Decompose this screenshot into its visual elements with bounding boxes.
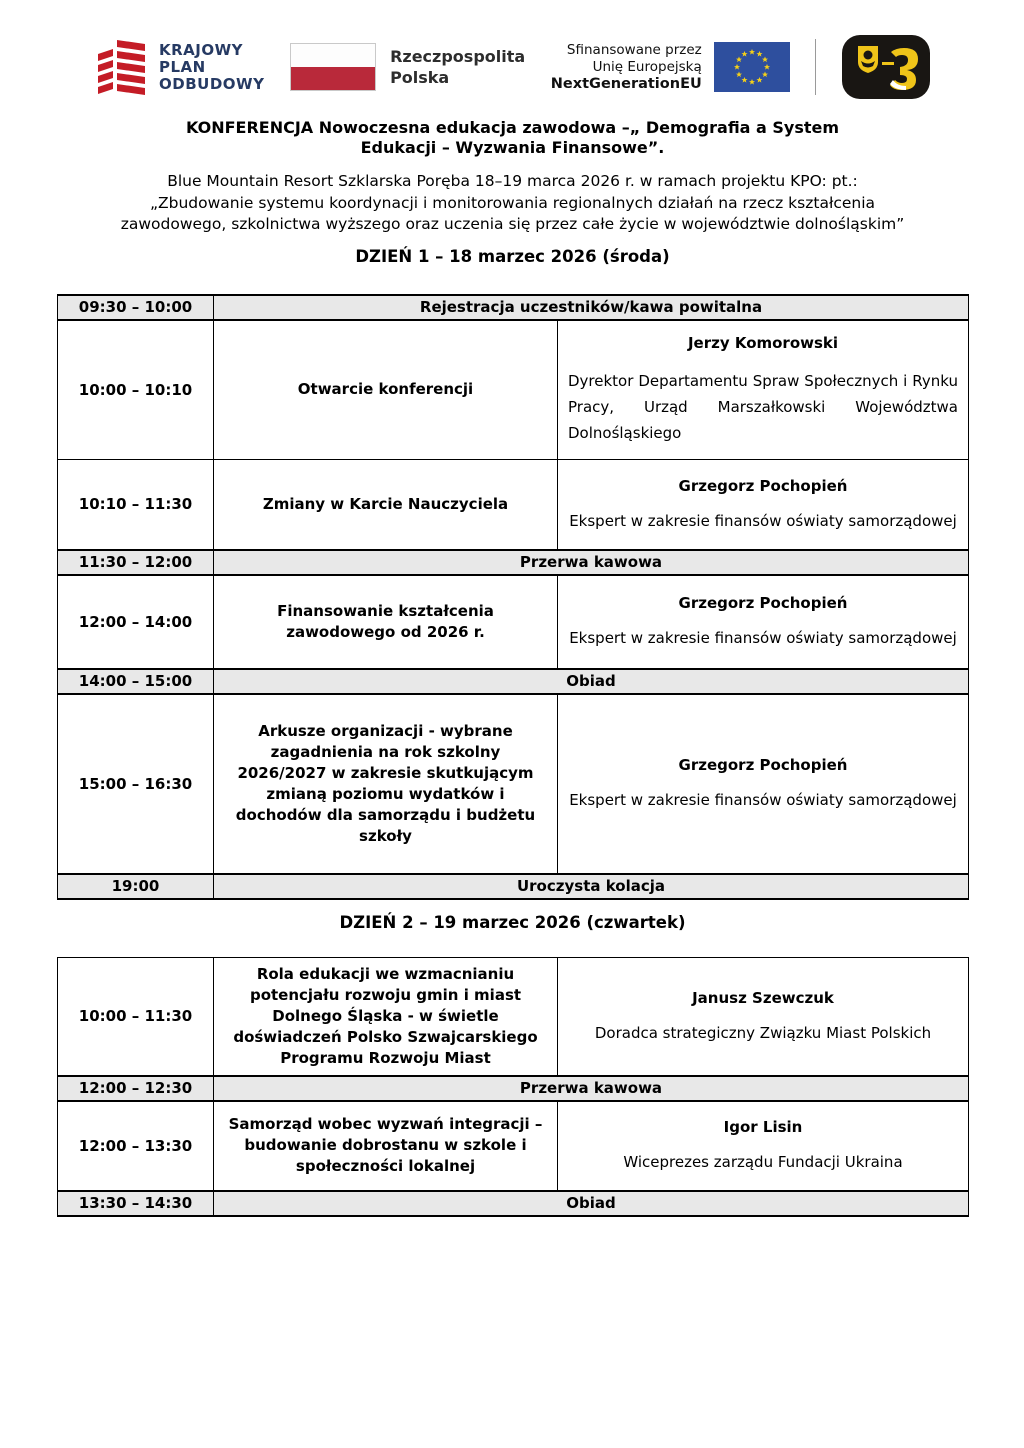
session-topic: Otwarcie konferencji — [214, 320, 558, 460]
table-row — [58, 1076, 969, 1101]
speaker-name: Grzegorz Pochopień — [678, 756, 848, 774]
session-time: 13:30 – 14:30 — [58, 1191, 214, 1216]
dolnyslask-logo-icon — [842, 35, 930, 99]
speaker-role: Doradca strategiczny Związku Miast Polskich — [594, 1023, 932, 1042]
table-row — [58, 957, 969, 1076]
table-row — [58, 550, 969, 575]
poland-flag-icon — [290, 43, 376, 91]
session-time: 12:00 – 14:00 — [58, 575, 214, 669]
session-time: 11:30 – 12:00 — [58, 550, 214, 575]
poland-logo — [290, 43, 525, 91]
session-speaker-cell — [558, 460, 969, 550]
title-line-1: KONFERENCJA Nowoczesna edukacja zawodowa –„ Demografia a System — [185, 118, 840, 137]
subtitle-line-3: zawodowego, szkolnictwa wyższego oraz uczenia się przez całe życie w województwie dolnośląskim” — [120, 215, 905, 233]
table-row — [58, 575, 969, 669]
speaker-name: Igor Lisin — [723, 1118, 803, 1136]
kpo-logo — [95, 38, 264, 96]
speaker-role: Ekspert w zakresie finansów oświaty samorządowej — [569, 511, 957, 530]
day2-heading: DZIEŃ 2 – 19 marzec 2026 (czwartek) — [339, 912, 686, 932]
session-speaker-cell — [558, 957, 969, 1076]
session-time: 14:00 – 15:00 — [58, 669, 214, 694]
kpo-logo-text: KRAJOWY PLAN ODBUDOWY — [159, 40, 265, 93]
speaker-role: Wiceprezes zarządu Fundacji Ukraina — [623, 1153, 903, 1171]
table-row — [58, 874, 969, 899]
break-label: Przerwa kawowa — [214, 550, 969, 575]
break-label: Rejestracja uczestników/kawa powitalna — [214, 295, 969, 320]
session-time: 12:00 – 13:30 — [58, 1101, 214, 1191]
table-row — [58, 669, 969, 694]
break-label: Obiad — [214, 1191, 969, 1216]
kpo-building-icon — [95, 38, 149, 96]
session-topic: Finansowanie kształcenia zawodowego od 2026 r. — [214, 575, 558, 669]
table-row — [58, 1101, 969, 1191]
session-time: 12:00 – 12:30 — [58, 1076, 214, 1101]
eu-funding-logo — [551, 42, 790, 93]
session-topic: Rola edukacji we wzmacnianiu potencjału rozwoju gmin i miast Dolnego Śląska - w świetle doświadczeń Polsko Szwajcarskiego Programu Rozwoju Miast — [214, 957, 558, 1076]
break-label: Uroczysta kolacja — [214, 874, 969, 899]
session-speaker-cell — [558, 575, 969, 669]
break-label: Obiad — [214, 669, 969, 694]
session-topic: Zmiany w Karcie Nauczyciela — [214, 460, 558, 550]
session-time: 10:00 – 11:30 — [58, 957, 214, 1076]
table-row — [58, 295, 969, 320]
speaker-name: Janusz Szewczuk — [692, 988, 834, 1007]
subtitle-line-1: Blue Mountain Resort Szklarska Poręba 18–19 marca 2026 r. w ramach projektu KPO: pt.: — [167, 172, 858, 190]
session-topic: Arkusze organizacji - wybrane zagadnienia na rok szkolny 2026/2027 w zakresie skutkującym zmianą poziomu wydatków i dochodów dla samorządu i budżetu szkoły — [214, 694, 558, 874]
title-line-2: Edukacji – Wyzwania Finansowe”. — [360, 138, 665, 157]
speaker-role: Ekspert w zakresie finansów oświaty samorządowej — [569, 791, 957, 809]
table-row — [58, 460, 969, 550]
header-divider — [815, 39, 816, 95]
eu-funding-text: Sfinansowane przez Unię Europejską NextGenerationEU — [550, 41, 702, 92]
poland-logo-text: Rzeczpospolita Polska — [390, 47, 526, 87]
table-row — [58, 1191, 969, 1216]
eu-flag-icon — [714, 42, 790, 92]
session-speaker-cell — [558, 694, 969, 874]
break-label: Przerwa kawowa — [214, 1076, 969, 1101]
session-time: 09:30 – 10:00 — [58, 295, 214, 320]
day1-agenda-table — [57, 294, 969, 900]
speaker-name: Jerzy Komorowski — [687, 333, 839, 352]
speaker-name: Grzegorz Pochopień — [678, 476, 848, 495]
subtitle-line-2: „Zbudowanie systemu koordynacji i monitorowania regionalnych działań na rzecz kształcenia — [149, 193, 876, 212]
session-time: 19:00 — [58, 874, 214, 899]
table-row — [58, 694, 969, 874]
session-time: 10:00 – 10:10 — [58, 320, 214, 460]
session-time: 10:10 – 11:30 — [58, 460, 214, 550]
day1-heading: DZIEŃ 1 – 18 marzec 2026 (środa) — [355, 246, 670, 266]
session-speaker-cell — [558, 1101, 969, 1191]
session-topic: Samorząd wobec wyzwań integracji – budowanie dobrostanu w szkole i społeczności lokalnej — [214, 1101, 558, 1191]
speaker-name: Grzegorz Pochopień — [678, 594, 848, 612]
page-title — [57, 118, 968, 158]
speaker-role: Dyrektor Departamentu Spraw Społecznych i Rynku Pracy, Urząd Marszałkowski Województwa Dolnośląskiego — [568, 371, 958, 442]
table-row — [58, 320, 969, 460]
header-logo-band — [57, 28, 968, 106]
page-subtitle — [57, 171, 968, 236]
session-time: 15:00 – 16:30 — [58, 694, 214, 874]
day2-agenda-table — [57, 957, 969, 1217]
speaker-role: Ekspert w zakresie finansów oświaty samorządowej — [569, 629, 957, 647]
session-speaker-cell — [558, 320, 969, 460]
